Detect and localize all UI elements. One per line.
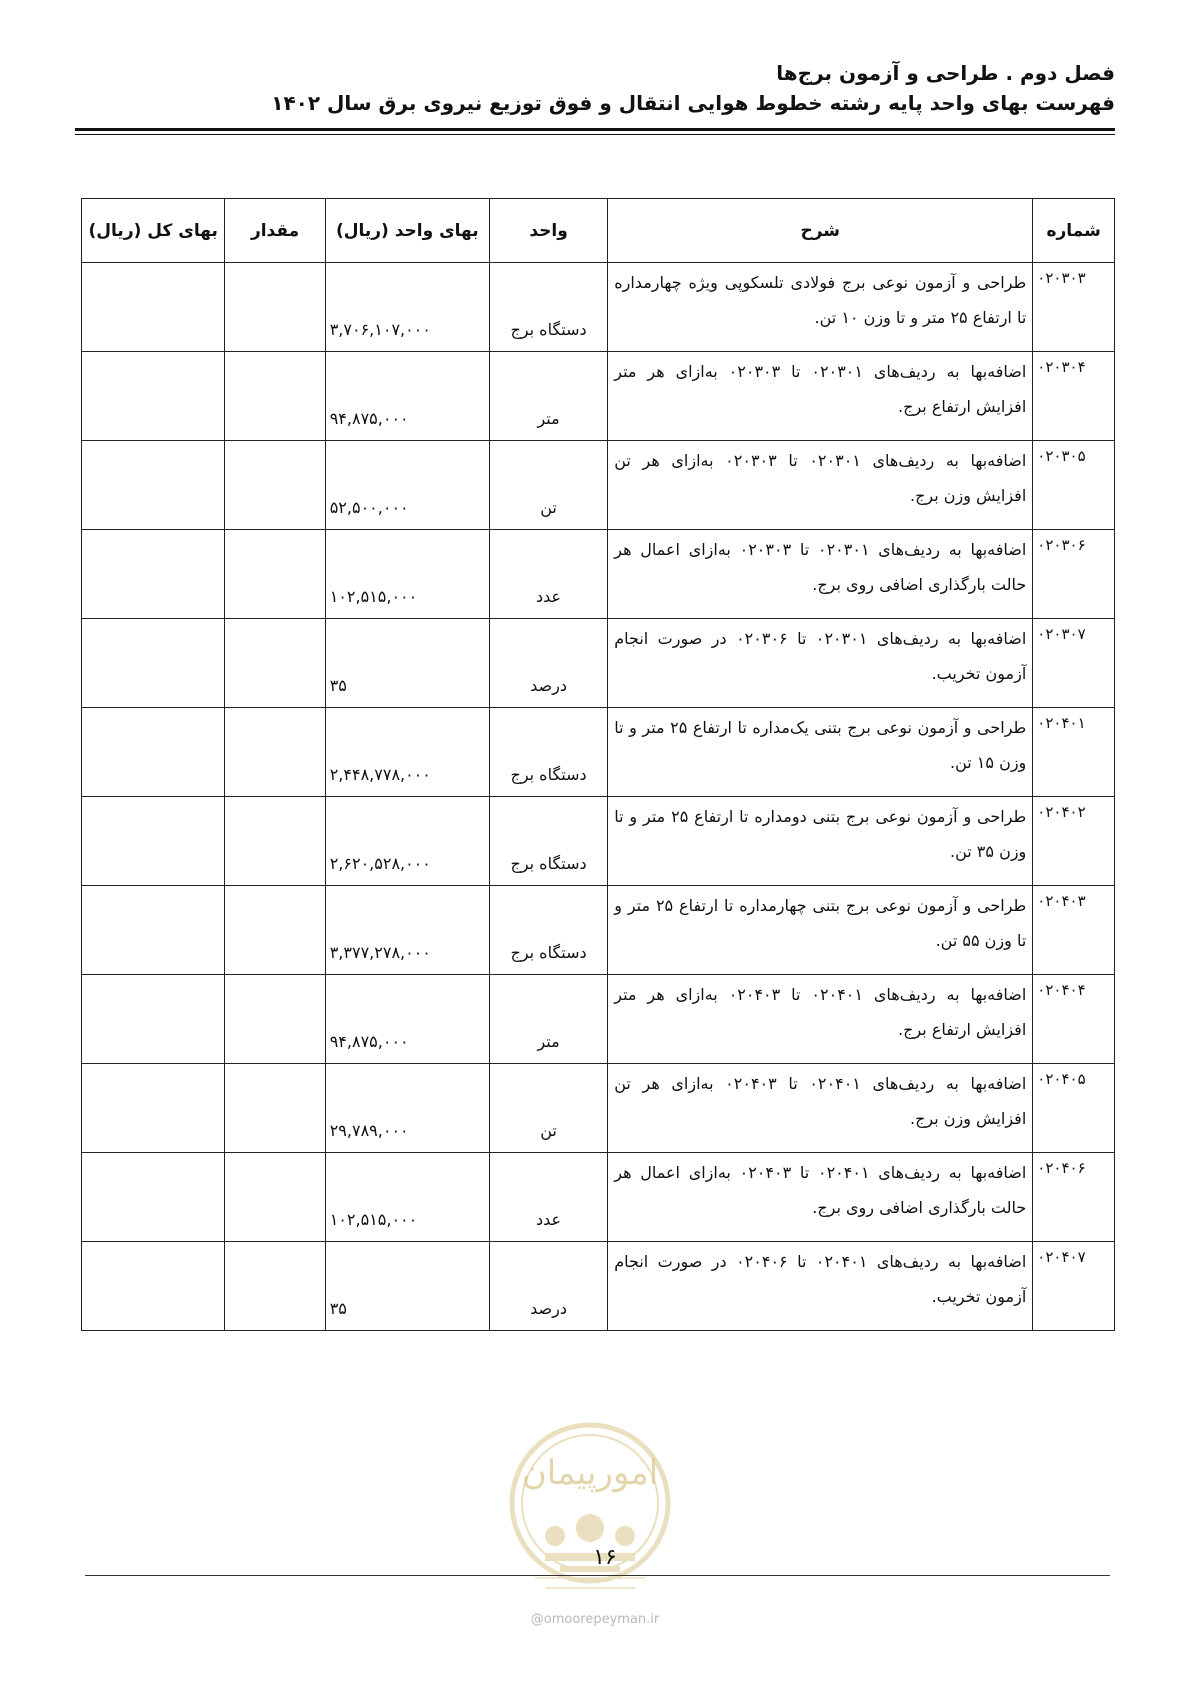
cell-quantity [225, 886, 325, 975]
cell-quantity [225, 530, 325, 619]
cell-unit: دستگاه برج [489, 797, 607, 886]
header-rule-thick [75, 128, 1115, 131]
cell-quantity [225, 708, 325, 797]
cell-number: ۰۲۰۴۰۶ [1033, 1153, 1115, 1242]
cell-description: اضافه‌بها به ردیف‌های ۰۲۰۴۰۱ تا ۰۲۰۴۰۳ به‌ازای هر متر افزایش ارتفاع برج. [608, 975, 1033, 1064]
column-header-number: شماره [1033, 199, 1115, 263]
column-header-quantity: مقدار [225, 199, 325, 263]
column-header-unit-price: بهای واحد (ریال) [325, 199, 489, 263]
cell-total-price [82, 530, 225, 619]
cell-unit: عدد [489, 530, 607, 619]
cell-total-price [82, 1242, 225, 1331]
cell-total-price [82, 975, 225, 1064]
cell-unit-price: ۱۰۲,۵۱۵,۰۰۰ [325, 1153, 489, 1242]
cell-quantity [225, 797, 325, 886]
cell-unit-price: ۲,۴۴۸,۷۷۸,۰۰۰ [325, 708, 489, 797]
cell-description: طراحی و آزمون نوعی برج فولادی تلسکوپی ویژه چهارمداره تا ارتفاع ۲۵ متر و تا وزن ۱۰ تن. [608, 263, 1033, 352]
cell-description: اضافه‌بها به ردیف‌های ۰۲۰۳۰۱ تا ۰۲۰۳۰۳ به‌ازای هر متر افزایش ارتفاع برج. [608, 352, 1033, 441]
chapter-title: فصل دوم . طراحی و آزمون برج‌ها [776, 61, 1115, 85]
cell-total-price [82, 263, 225, 352]
cell-unit: دستگاه برج [489, 708, 607, 797]
cell-number: ۰۲۰۴۰۴ [1033, 975, 1115, 1064]
cell-description: اضافه‌بها به ردیف‌های ۰۲۰۳۰۱ تا ۰۲۰۳۰۳ به‌ازای اعمال هر حالت بارگذاری اضافی روی برج. [608, 530, 1033, 619]
cell-unit-price: ۹۴,۸۷۵,۰۰۰ [325, 975, 489, 1064]
table-row [82, 441, 1115, 530]
cell-number: ۰۲۰۴۰۵ [1033, 1064, 1115, 1153]
cell-unit: درصد [489, 619, 607, 708]
cell-description: اضافه‌بها به ردیف‌های ۰۲۰۴۰۱ تا ۰۲۰۴۰۳ به‌ازای هر تن افزایش وزن برج. [608, 1064, 1033, 1153]
column-header-unit: واحد [489, 199, 607, 263]
table-row [82, 886, 1115, 975]
cell-description: طراحی و آزمون نوعی برج بتنی دومداره تا ارتفاع ۲۵ متر و تا وزن ۳۵ تن. [608, 797, 1033, 886]
page-header [75, 58, 1115, 118]
cell-unit-price: ۳۵ [325, 619, 489, 708]
cell-quantity [225, 975, 325, 1064]
cell-description: طراحی و آزمون نوعی برج بتنی چهارمداره تا ارتفاع ۲۵ متر و تا وزن ۵۵ تن. [608, 886, 1033, 975]
cell-quantity [225, 619, 325, 708]
cell-unit: دستگاه برج [489, 263, 607, 352]
price-table [81, 198, 1115, 1331]
cell-quantity [225, 1153, 325, 1242]
table-row [82, 619, 1115, 708]
cell-unit-price: ۵۲,۵۰۰,۰۰۰ [325, 441, 489, 530]
cell-quantity [225, 441, 325, 530]
cell-unit-price: ۲,۶۲۰,۵۲۸,۰۰۰ [325, 797, 489, 886]
cell-total-price [82, 1064, 225, 1153]
cell-description: اضافه‌بها به ردیف‌های ۰۲۰۳۰۱ تا ۰۲۰۳۰۳ به‌ازای هر تن افزایش وزن برج. [608, 441, 1033, 530]
page-number: ۱۶ [593, 1545, 617, 1570]
table-row [82, 1153, 1115, 1242]
cell-total-price [82, 886, 225, 975]
cell-quantity [225, 1064, 325, 1153]
table-header-row [82, 199, 1115, 263]
table-body [82, 263, 1115, 1331]
cell-quantity [225, 1242, 325, 1331]
cell-unit-price: ۳,۳۷۷,۲۷۸,۰۰۰ [325, 886, 489, 975]
cell-description: اضافه‌بها به ردیف‌های ۰۲۰۴۰۱ تا ۰۲۰۴۰۶ در صورت انجام آزمون تخریب. [608, 1242, 1033, 1331]
footer-rule [85, 1575, 1110, 1576]
site-handle: @omoorepeyman.ir [530, 1612, 660, 1627]
cell-number: ۰۲۰۴۰۱ [1033, 708, 1115, 797]
cell-description: اضافه‌بها به ردیف‌های ۰۲۰۴۰۱ تا ۰۲۰۴۰۳ به‌ازای اعمال هر حالت بارگذاری اضافی روی برج. [608, 1153, 1033, 1242]
table-row [82, 975, 1115, 1064]
cell-description: طراحی و آزمون نوعی برج بتنی یک‌مداره تا ارتفاع ۲۵ متر و تا وزن ۱۵ تن. [608, 708, 1033, 797]
cell-unit: تن [489, 441, 607, 530]
document-subtitle: فهرست بهای واحد پایه رشته خطوط هوایی انتقال و فوق توزیع نیروی برق سال ۱۴۰۲ [271, 91, 1115, 115]
cell-total-price [82, 1153, 225, 1242]
table-row [82, 797, 1115, 886]
cell-total-price [82, 708, 225, 797]
cell-unit-price: ۲۹,۷۸۹,۰۰۰ [325, 1064, 489, 1153]
cell-number: ۰۲۰۳۰۴ [1033, 352, 1115, 441]
cell-total-price [82, 352, 225, 441]
table-row [82, 708, 1115, 797]
cell-description: اضافه‌بها به ردیف‌های ۰۲۰۳۰۱ تا ۰۲۰۳۰۶ در صورت انجام آزمون تخریب. [608, 619, 1033, 708]
table-row [82, 352, 1115, 441]
header-rule-thin [75, 134, 1115, 135]
table-row [82, 1064, 1115, 1153]
cell-number: ۰۲۰۴۰۳ [1033, 886, 1115, 975]
cell-total-price [82, 619, 225, 708]
column-header-description: شرح [608, 199, 1033, 263]
cell-total-price [82, 441, 225, 530]
watermark-text: امورپیمان [521, 1453, 659, 1493]
table-row [82, 263, 1115, 352]
cell-number: ۰۲۰۴۰۷ [1033, 1242, 1115, 1331]
cell-unit-price: ۹۴,۸۷۵,۰۰۰ [325, 352, 489, 441]
cell-unit: متر [489, 352, 607, 441]
cell-number: ۰۲۰۳۰۶ [1033, 530, 1115, 619]
cell-unit-price: ۳,۷۰۶,۱۰۷,۰۰۰ [325, 263, 489, 352]
table-row [82, 1242, 1115, 1331]
cell-number: ۰۲۰۳۰۷ [1033, 619, 1115, 708]
cell-unit: دستگاه برج [489, 886, 607, 975]
cell-unit: درصد [489, 1242, 607, 1331]
cell-total-price [82, 797, 225, 886]
cell-unit: عدد [489, 1153, 607, 1242]
cell-unit-price: ۱۰۲,۵۱۵,۰۰۰ [325, 530, 489, 619]
cell-unit: تن [489, 1064, 607, 1153]
table-row [82, 530, 1115, 619]
cell-number: ۰۲۰۳۰۳ [1033, 263, 1115, 352]
cell-number: ۰۲۰۴۰۲ [1033, 797, 1115, 886]
column-header-total-price: بهای کل (ریال) [82, 199, 225, 263]
cell-quantity [225, 263, 325, 352]
cell-quantity [225, 352, 325, 441]
cell-unit-price: ۳۵ [325, 1242, 489, 1331]
cell-number: ۰۲۰۳۰۵ [1033, 441, 1115, 530]
cell-unit: متر [489, 975, 607, 1064]
